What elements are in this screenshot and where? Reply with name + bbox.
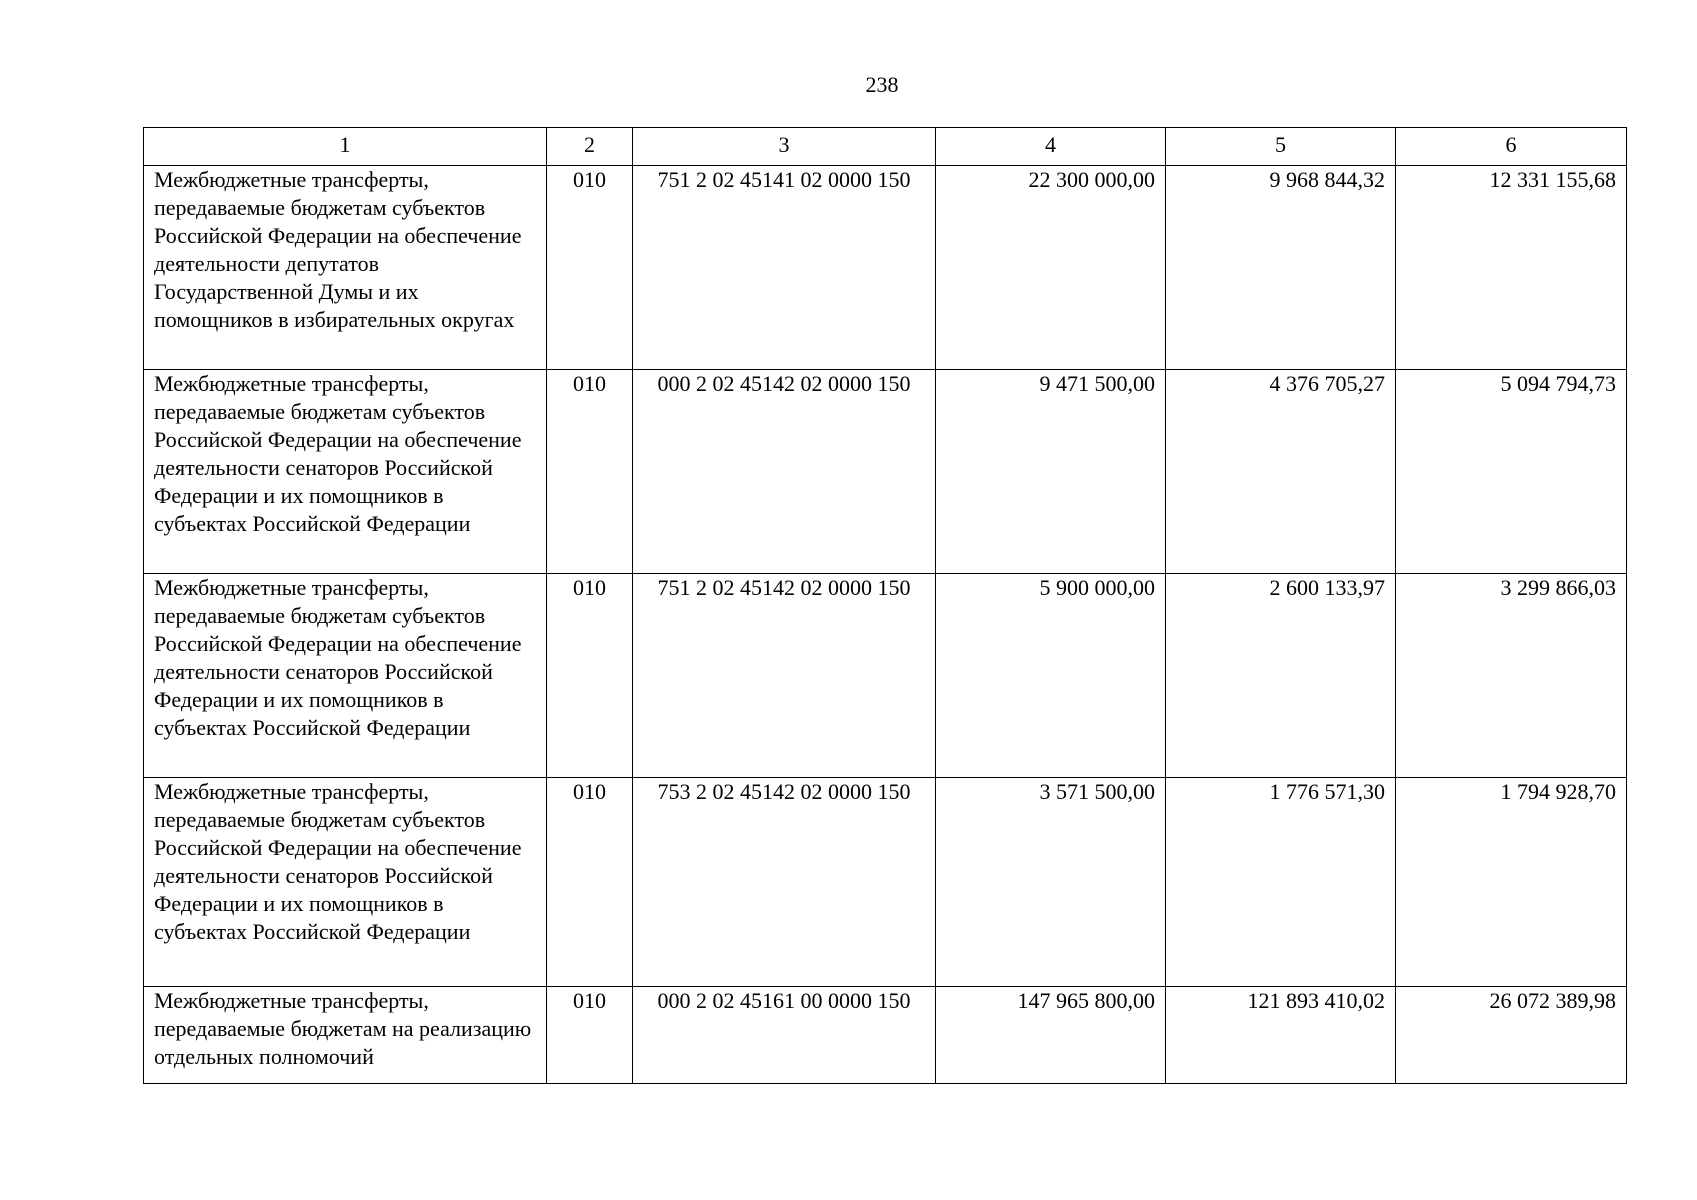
- row-executed: 9 968 844,32: [1166, 166, 1396, 370]
- row-executed: 121 893 410,02: [1166, 987, 1396, 1084]
- column-header-5: 5: [1166, 128, 1396, 166]
- row-approved: 147 965 800,00: [936, 987, 1166, 1084]
- column-number-row: [144, 128, 1627, 166]
- table-row: [144, 987, 1627, 1084]
- row-approved: 22 300 000,00: [936, 166, 1166, 370]
- table-body: [144, 166, 1627, 1084]
- row-name: Межбюджетные трансферты, передаваемые бюджетам на реализацию отдельных полномочий: [144, 987, 547, 1084]
- row-unexecuted: 1 794 928,70: [1396, 778, 1627, 987]
- table-row: [144, 574, 1627, 778]
- page-number: 238: [865, 72, 899, 97]
- row-executed: 4 376 705,27: [1166, 370, 1396, 574]
- row-name: Межбюджетные трансферты, передаваемые бюджетам субъектов Российской Федерации на обеспечение деятельности сенаторов Российской Федерации и их помощников в субъектах Российской Федерации: [144, 778, 547, 987]
- row-income-code: 000 2 02 45142 02 0000 150: [633, 370, 936, 574]
- budget-table: [143, 127, 1627, 1084]
- table-row: [144, 370, 1627, 574]
- row-name: Межбюджетные трансферты, передаваемые бюджетам субъектов Российской Федерации на обеспечение деятельности депутатов Государственной Думы и их помощников в избирательных округах: [144, 166, 547, 370]
- row-unexecuted: 12 331 155,68: [1396, 166, 1627, 370]
- column-header-3: 3: [633, 128, 936, 166]
- row-line-code: 010: [547, 574, 633, 778]
- row-name: Межбюджетные трансферты, передаваемые бюджетам субъектов Российской Федерации на обеспечение деятельности сенаторов Российской Федерации и их помощников в субъектах Российской Федерации: [144, 370, 547, 574]
- column-header-2: 2: [547, 128, 633, 166]
- column-header-1: 1: [144, 128, 547, 166]
- row-name: Межбюджетные трансферты, передаваемые бюджетам субъектов Российской Федерации на обеспечение деятельности сенаторов Российской Федерации и их помощников в субъектах Российской Федерации: [144, 574, 547, 778]
- table-row: [144, 166, 1627, 370]
- row-unexecuted: 5 094 794,73: [1396, 370, 1627, 574]
- row-approved: 3 571 500,00: [936, 778, 1166, 987]
- column-header-4: 4: [936, 128, 1166, 166]
- row-income-code: 751 2 02 45141 02 0000 150: [633, 166, 936, 370]
- row-line-code: 010: [547, 987, 633, 1084]
- row-unexecuted: 26 072 389,98: [1396, 987, 1627, 1084]
- table-header: [144, 128, 1627, 166]
- row-approved: 5 900 000,00: [936, 574, 1166, 778]
- table-row: [144, 778, 1627, 987]
- row-executed: 1 776 571,30: [1166, 778, 1396, 987]
- row-income-code: 751 2 02 45142 02 0000 150: [633, 574, 936, 778]
- row-income-code: 753 2 02 45142 02 0000 150: [633, 778, 936, 987]
- row-approved: 9 471 500,00: [936, 370, 1166, 574]
- row-line-code: 010: [547, 370, 633, 574]
- row-unexecuted: 3 299 866,03: [1396, 574, 1627, 778]
- column-header-6: 6: [1396, 128, 1627, 166]
- row-executed: 2 600 133,97: [1166, 574, 1396, 778]
- row-line-code: 010: [547, 778, 633, 987]
- row-line-code: 010: [547, 166, 633, 370]
- row-income-code: 000 2 02 45161 00 0000 150: [633, 987, 936, 1084]
